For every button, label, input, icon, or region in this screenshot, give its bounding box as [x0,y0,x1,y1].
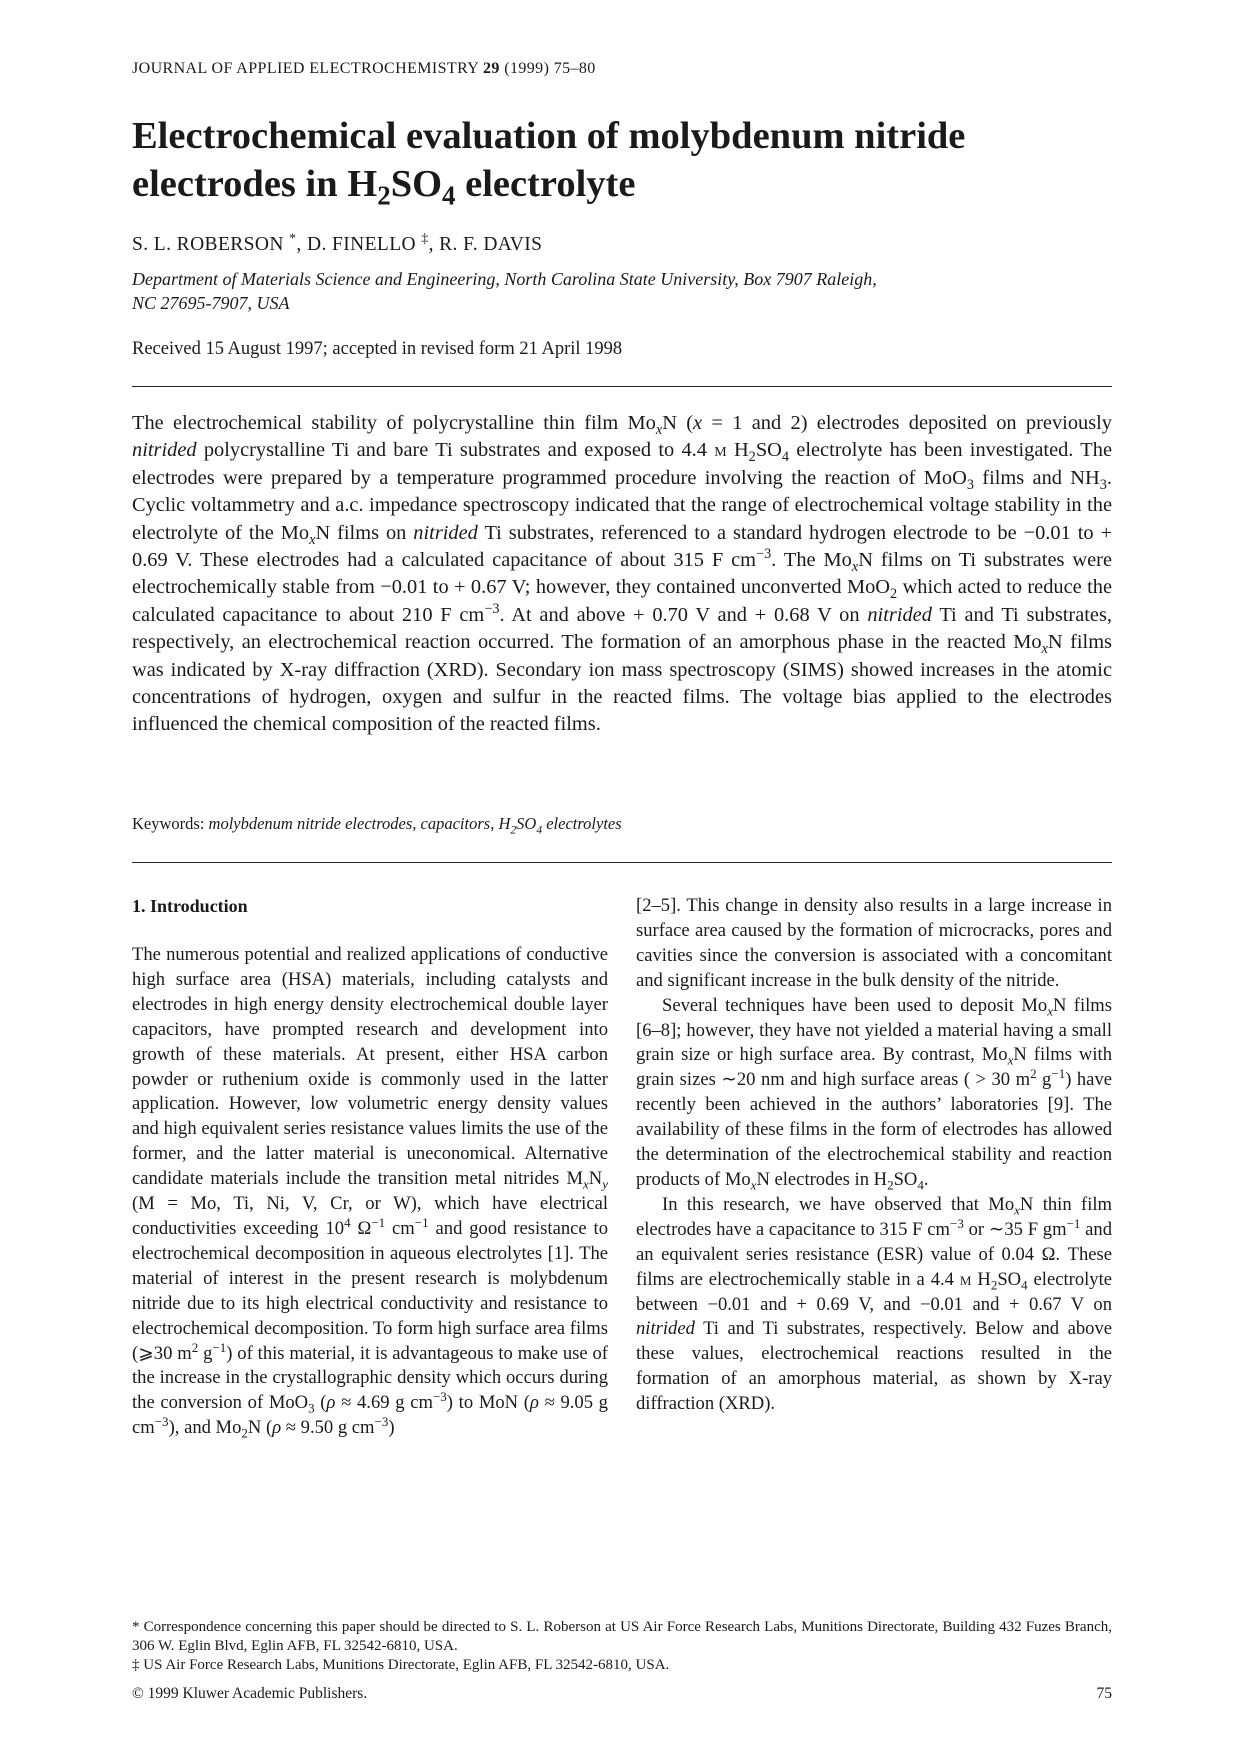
journal-volume: 29 [483,60,500,77]
left-column [132,894,608,1441]
footnote: * Correspondence concerning this paper should be directed to S. L. Roberson at US Air Force Research Labs, Munitions Directorate, Building 432 Fuzes Branch, 306 W. Eglin Blvd, Eglin AFB, FL 32542-6810, USA. [132,1619,1112,1654]
abstract-top-rule [132,386,1112,387]
journal-year-pages: (1999) 75–80 [504,60,596,77]
author-name: S. L. ROBERSON [132,234,284,255]
paragraph: Several techniques have been used to deposit $Mo_xN$ films [6–8]; however, they have not yielded a material having a small grain size or high surface area. By contrast, $Mo_xN$ films with grain sizes ∼20 nm and high surface areas ( > 30 $m^2$ $g^{-1}$) have recently been achieved in the authors’ laboratories [9]. The availability of these films in the form of electrodes has allowed the determination of the electrochemical stability and reaction products of $Mo_xN$ electrodes in $H_2SO_4$. [636,994,1112,1193]
footnote: ‡ US Air Force Research Labs, Munitions Directorate, Eglin AFB, FL 32542-6810, USA. [132,1657,670,1673]
paragraph: [2–5]. This change in density also results in a large increase in surface area caused by the formation of microcracks, pores and cavities since the conversion is associated with a concomitant and significant increase in the bulk density of the nitride. [636,895,1112,991]
page-number: 75 [1096,1685,1112,1702]
keywords-label: Keywords: [132,814,205,833]
author-mark: * [289,230,297,246]
section-heading: 1. Introduction [132,896,248,916]
author-affiliation: Department of Materials Science and Engineering, North Carolina State University, Box 7907 Raleigh, NC 27695-7907, USA [132,269,877,313]
title-line-2: electrodes in $H_2SO_4$ electrolyte [132,163,636,211]
abstract-bottom-rule [132,862,1112,863]
keywords-list: molybdenum nitride electrodes, capacitors, $H_2SO_4$ electrolytes [208,814,622,837]
paper-page [132,0,1112,1755]
copyright-notice: © 1999 Kluwer Academic Publishers. [132,1685,368,1702]
page-footer [132,1685,1112,1703]
author-name: D. FINELLO [306,234,417,255]
author-name: R. F. DAVIS [439,234,543,255]
paragraph: In this research, we have observed that $Mo_xN$ thin film electrodes have a capacitance to 315 F $cm^{-3}$ or ∼35 F $gm^{-1}$ and an equivalent series resistance (ESR) value of 0.04 Ω. These films are electrochemically stable in a 4.4 m $H_2SO_4$ electrolyte between −0.01 and + 0.69 V, and −0.01 and + 0.67 V on nitrided Ti and Ti substrates, respectively. Below and above these values, electrochemical reactions resulted in the formation of an amorphous material, as shown by X-ray diffraction (XRD). [636,1193,1113,1415]
article-title [132,112,1112,211]
journal-header [132,60,596,78]
paragraph: The numerous potential and realized applications of conductive high surface area (HSA) materials, including catalysts and electrodes in high energy density electrochemical double layer capacitors, have prompted research and development into growth of these materials. At present, either HSA carbon powder or ruthenium oxide is commonly used in the latter application. However, low volumetric energy density values and high equivalent series resistance values limits the use of the former, and the latter material is uneconomical. Alternative candidate materials include the transition metal nitrides $M_xN_y$ (M = Mo, Ti, Ni, V, Cr, or W), which have electrical conductivities exceeding $10^4$ $\Omega^{-1}$ $cm^{-1}$ and good resistance to electrochemical decomposition in aqueous electrolytes [1]. The material of interest in the present research is molybdenum nitride due to its high electrical conductivity and resistance to electrochemical decomposition. To form high surface area films (⩾30 $m^2$ $g^{-1}$) of this material, it is advantageous to make use of the increase in the crystallographic density which occurs during the conversion of MoO$_3$ (ρ ≈ 4.69 g $cm^{-3}$) to MoN (ρ ≈ 9.05 g $cm^{-3}$), and $Mo_2N$ (ρ ≈ 9.50 g $cm^{-3}$) [132,944,608,1441]
author-mark: ‡ [421,230,429,246]
right-column [636,894,1112,1417]
keywords [132,814,622,837]
abstract-text: The electrochemical stability of polycrystalline thin film $Mo_xN$ (x = 1 and 2) electrodes deposited on previously nitrided polycrystalline Ti and bare Ti substrates and exposed to 4.4 m $H_2SO_4$ electrolyte has been investigated. The electrodes were prepared by a temperature programmed procedure involving the reaction of MoO$_3$ films and $NH_3$. Cyclic voltammetry and a.c. impedance spectroscopy indicated that the range of electrochemical voltage stability in the electrolyte of the $Mo_xN$ films on nitrided Ti substrates, referenced to a standard hydrogen electrode to be −0.01 to + 0.69 V. These electrodes had a calculated capacitance of about 315 F $cm^{-3}$. The $Mo_xN$ films on Ti substrates were electrochemically stable from −0.01 to + 0.67 V; however, they contained unconverted MoO$_2$ which acted to reduce the calculated capacitance to about 210 F $cm^{-3}$. At and above + 0.70 V and + 0.68 V on nitrided Ti and Ti substrates, respectively, an electrochemical reaction occurred. The formation of an amorphous phase in the reacted $Mo_xN$ films was indicated by X-ray diffraction (XRD). Secondary ion mass spectroscopy (SIMS) showed increases in the atomic concentrations of hydrogen, oxygen and sulfur in the reacted films. The voltage bias applied to the electrodes influenced the chemical composition of the reacted films. [132,412,1113,736]
journal-name: JOURNAL OF APPLIED ELECTROCHEMISTRY [132,60,479,77]
title-line-1: Electrochemical evaluation of molybdenum nitride [132,115,966,157]
received-dates: Received 15 August 1997; accepted in revised form 21 April 1998 [132,339,623,359]
footnotes [132,1618,1112,1675]
author-list: S. L. ROBERSON *, D. FINELLO ‡, R. F. DAVIS [132,230,543,255]
